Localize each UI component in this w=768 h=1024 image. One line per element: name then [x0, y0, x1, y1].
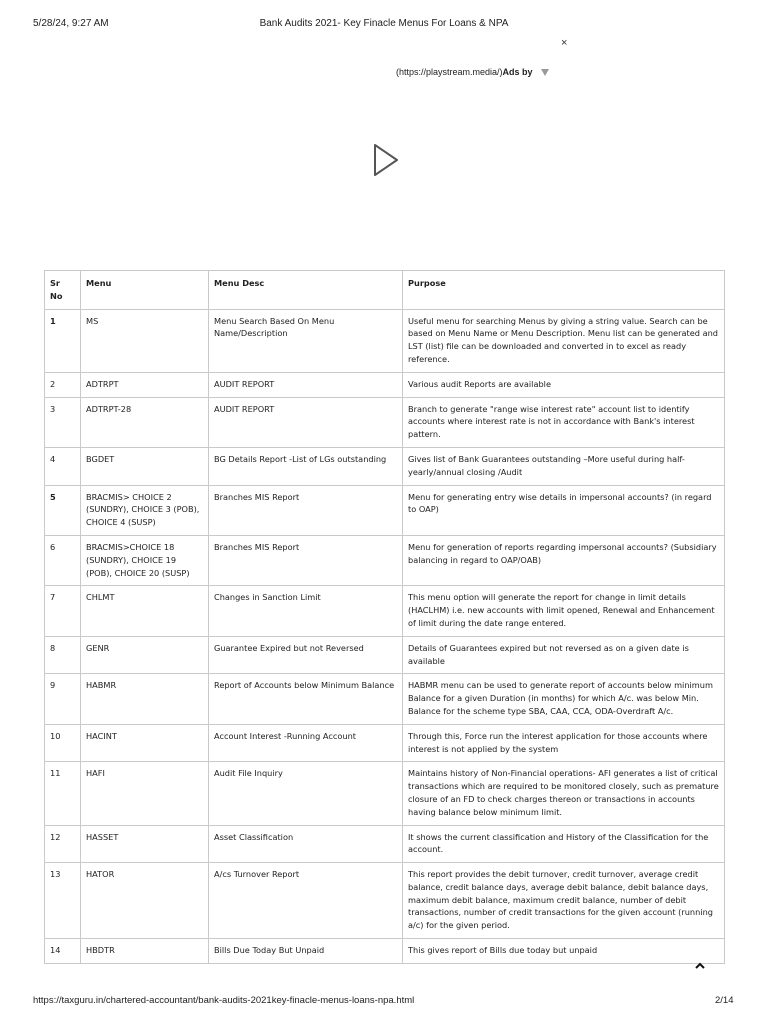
print-page-title: Bank Audits 2021- Key Finacle Menus For Loans & NPA — [259, 18, 509, 29]
cell-sr-no: 11 — [45, 762, 81, 825]
cell-menu-desc: Branches MIS Report — [209, 485, 403, 535]
table-row — [45, 397, 725, 447]
table-row — [45, 485, 725, 535]
cell-purpose: This report provides the debit turnover, credit turnover, average credit balance, credit balance days, average debit balance, debit balance days, maximum debit balance, maximum credit balance, number of debit transactions, number of credit transactions for the given account (running a/c) for the given period. — [403, 863, 725, 939]
cell-menu: MS — [81, 309, 209, 372]
chevron-up-icon[interactable] — [693, 958, 707, 976]
table-row — [45, 447, 725, 485]
finacle-menus-table — [44, 270, 725, 964]
cell-menu: BRACMIS>CHOICE 18 (SUNDRY), CHOICE 19 (POB), CHOICE 20 (SUSP) — [81, 535, 209, 585]
cell-menu-desc: Asset Classification — [209, 825, 403, 863]
cell-menu: HABMR — [81, 674, 209, 724]
cell-sr-no: 2 — [45, 372, 81, 397]
ads-by-label: Ads by — [502, 67, 533, 77]
cell-sr-no: 10 — [45, 724, 81, 762]
cell-menu-desc: Account Interest -Running Account — [209, 724, 403, 762]
col-header-sr-no: Sr No — [45, 271, 81, 310]
col-header-purpose: Purpose — [403, 271, 725, 310]
cell-menu-desc: BG Details Report -List of LGs outstanding — [209, 447, 403, 485]
print-datetime: 5/28/24, 9:27 AM — [33, 18, 109, 29]
cell-menu: CHLMT — [81, 586, 209, 636]
print-page-number: 2/14 — [715, 995, 734, 1006]
cell-menu: BRACMIS> CHOICE 2 (SUNDRY), CHOICE 3 (POB), CHOICE 4 (SUSP) — [81, 485, 209, 535]
cell-purpose: HABMR menu can be used to generate report of accounts below minimum Balance for a given Duration (in months) for which A/c. was below Min. Balance for the scheme type SBA, CAA, CCA, ODA-Overdraft A/c. — [403, 674, 725, 724]
cell-menu: GENR — [81, 636, 209, 674]
cell-purpose: Various audit Reports are available — [403, 372, 725, 397]
cell-purpose: Gives list of Bank Guarantees outstanding –More useful during half-yearly/annual closing /Audit — [403, 447, 725, 485]
play-icon[interactable] — [369, 141, 401, 184]
cell-sr-no: 9 — [45, 674, 81, 724]
cell-purpose: Branch to generate "range wise interest rate" account list to identify accounts where interest rate is not in accordance with Bank's interest pattern. — [403, 397, 725, 447]
table-row — [45, 674, 725, 724]
cell-sr-no: 5 — [45, 485, 81, 535]
cell-sr-no: 14 — [45, 939, 81, 964]
cell-purpose: Details of Guarantees expired but not reversed as on a given date is available — [403, 636, 725, 674]
cell-menu-desc: AUDIT REPORT — [209, 372, 403, 397]
table-header-row — [45, 271, 725, 310]
cell-menu: ADTRPT-28 — [81, 397, 209, 447]
table-row — [45, 762, 725, 825]
close-icon[interactable]: × — [561, 37, 568, 49]
cell-purpose: Useful menu for searching Menus by giving a string value. Search can be based on Menu Name or Menu Description. Menu list can be generated and LST (list) file can be downloaded and converted in to excel as ready reference. — [403, 309, 725, 372]
cell-menu: HASSET — [81, 825, 209, 863]
table-row — [45, 863, 725, 939]
cell-sr-no: 1 — [45, 309, 81, 372]
cell-sr-no: 12 — [45, 825, 81, 863]
cell-menu-desc: A/cs Turnover Report — [209, 863, 403, 939]
cell-sr-no: 6 — [45, 535, 81, 585]
table-row — [45, 939, 725, 964]
col-header-menu-desc: Menu Desc — [209, 271, 403, 310]
cell-menu: HAFI — [81, 762, 209, 825]
cell-sr-no: 13 — [45, 863, 81, 939]
table-row — [45, 636, 725, 674]
cell-menu-desc: Changes in Sanction Limit — [209, 586, 403, 636]
cell-sr-no: 8 — [45, 636, 81, 674]
cell-purpose: Menu for generating entry wise details in impersonal accounts? (in regard to OAP) — [403, 485, 725, 535]
cell-menu: HACINT — [81, 724, 209, 762]
cell-sr-no: 7 — [45, 586, 81, 636]
cell-menu-desc: Report of Accounts below Minimum Balance — [209, 674, 403, 724]
cell-purpose: It shows the current classification and History of the Classification for the account. — [403, 825, 725, 863]
cell-purpose: Through this, Force run the interest application for those accounts where interest is not applied by the system — [403, 724, 725, 762]
cell-menu-desc: Branches MIS Report — [209, 535, 403, 585]
cell-menu: HBDTR — [81, 939, 209, 964]
cell-menu-desc: Guarantee Expired but not Reversed — [209, 636, 403, 674]
ad-url[interactable]: (https://playstream.media/) — [396, 67, 503, 77]
table-row — [45, 309, 725, 372]
cell-menu: HATOR — [81, 863, 209, 939]
cell-menu: BGDET — [81, 447, 209, 485]
table-row — [45, 535, 725, 585]
cell-purpose: This menu option will generate the report for change in limit details (HACLHM) i.e. new accounts with limit opened, Renewal and Enhancement of limit during the date range entered. — [403, 586, 725, 636]
cell-purpose: Menu for generation of reports regarding impersonal accounts? (Subsidiary balancing in regard to OAP/OAB) — [403, 535, 725, 585]
cell-menu-desc: Bills Due Today But Unpaid — [209, 939, 403, 964]
cell-menu-desc: Audit File Inquiry — [209, 762, 403, 825]
cell-purpose: Maintains history of Non-Financial operations- AFI generates a list of critical transactions which are required to be monitored closely, such as premature closure of an FD to check charges thereon or transactions in accounts having balance below minimum limit. — [403, 762, 725, 825]
cell-menu-desc: Menu Search Based On Menu Name/Description — [209, 309, 403, 372]
print-footer-url: https://taxguru.in/chartered-accountant/bank-audits-2021key-finacle-menus-loans-npa.html — [33, 995, 415, 1006]
ad-choices-icon[interactable] — [541, 68, 549, 78]
col-header-menu: Menu — [81, 271, 209, 310]
cell-sr-no: 4 — [45, 447, 81, 485]
ad-attribution[interactable] — [396, 67, 549, 78]
table-row — [45, 825, 725, 863]
cell-sr-no: 3 — [45, 397, 81, 447]
cell-menu-desc: AUDIT REPORT — [209, 397, 403, 447]
table-row — [45, 372, 725, 397]
table-row — [45, 724, 725, 762]
table-row — [45, 586, 725, 636]
cell-menu: ADTRPT — [81, 372, 209, 397]
cell-purpose: This gives report of Bills due today but unpaid — [403, 939, 725, 964]
